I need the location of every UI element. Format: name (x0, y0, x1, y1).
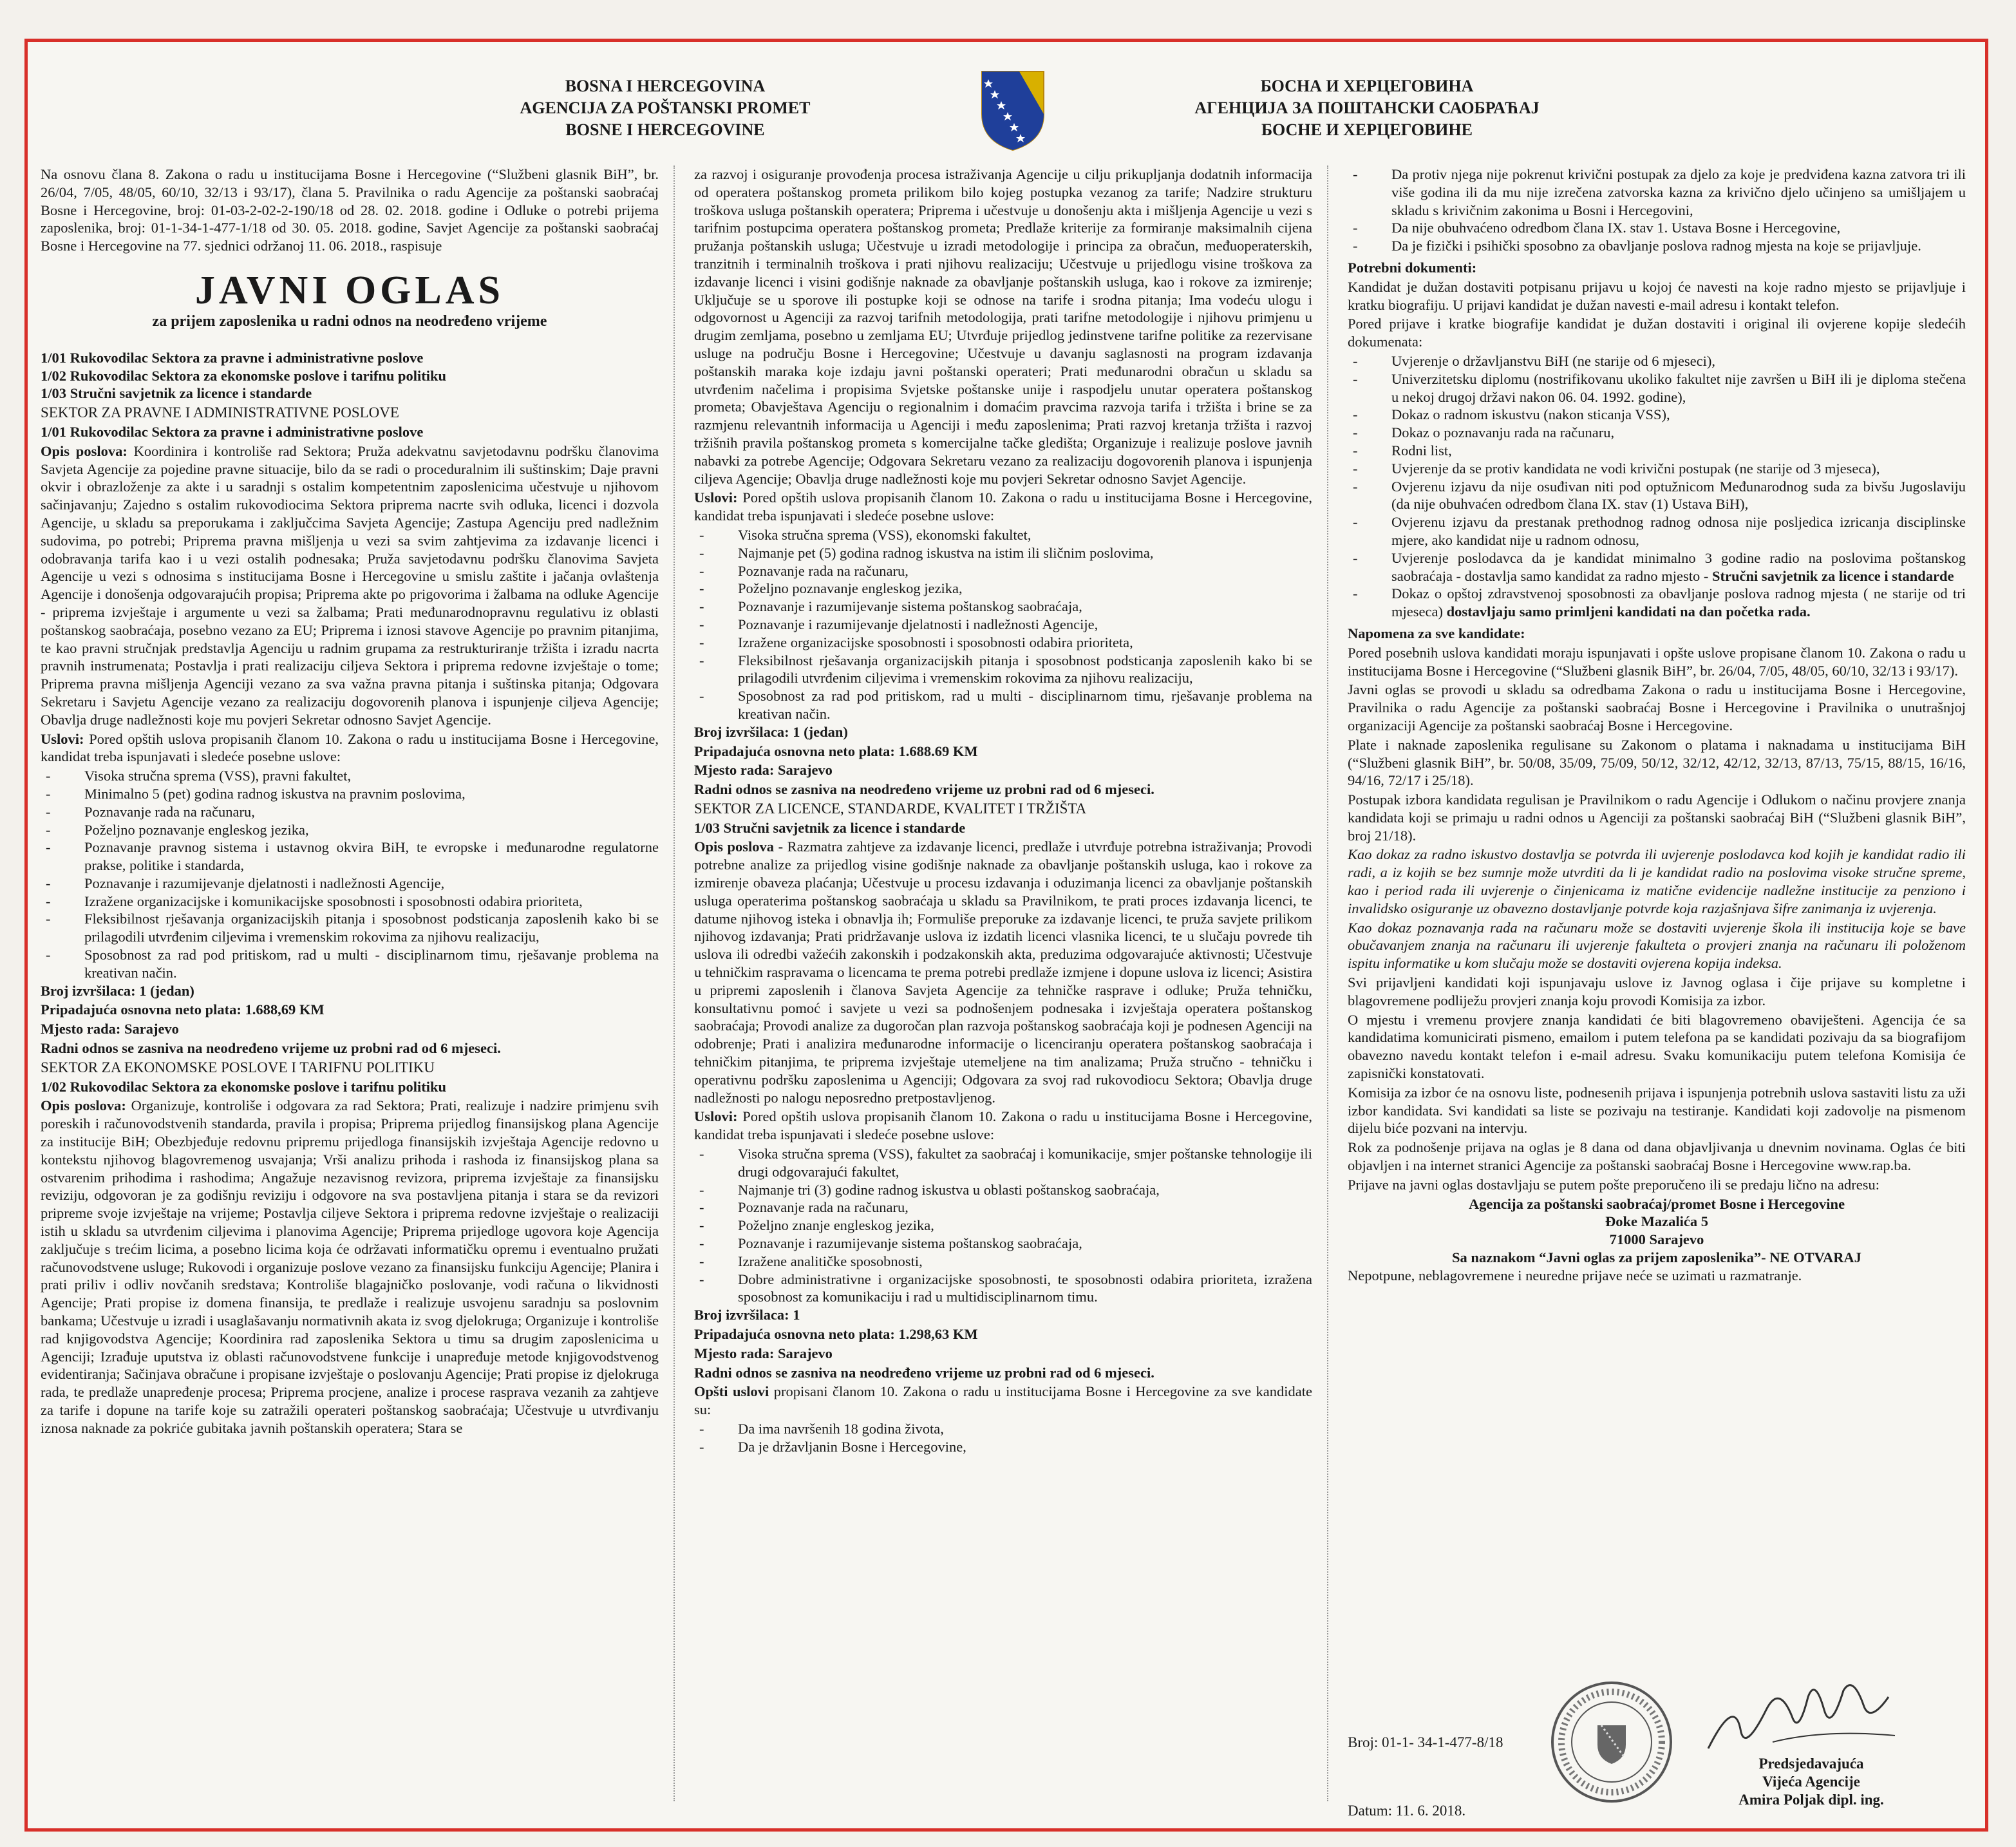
list-item: - Izražene organizacijske sposobnosti i sposobnosti odabira prioriteta, (694, 634, 1312, 652)
address-line: 71000 Sarajevo (1609, 1231, 1704, 1248)
list-item: - Rodni list, (1348, 442, 1966, 460)
handwritten-signature-icon (1695, 1671, 1908, 1761)
work-location: Mjesto rada: Sarajevo (41, 1021, 179, 1037)
list-item: - Izražene organizacijske i komunikacijske sposobnosti i sposobnosti odabira prioriteta, (41, 893, 659, 911)
job-description-text: Organizuje, kontroliše i odgovara za rad Sektora; Prati, realizuje i nadzire primjenu svih poreskih i računovodstvenih standarda, pravila i propisa; Priprema prijedlog finansijskog plana Agencije za institucije BiH; Obezbjeđuje redovnu pripremu prijedloga finansijskih izvještaja Agencije redovno u kontekstu njihovog blagovremenog usvajanja; Vrši analizu prihoda i rashoda iz finansijskog plana sa ostvarenim prihodima i rashodima; Angažuje nezavisnog revizora, priprema izvještaje za finansijsku reviziju, odgovoran je za godišnju reviziju i odgovore na sva postavljena pitanja i stara se da revizori pripreme svoje izvještaje na vrijeme; Postavlja ciljeve Sektora i priprema redovne izvještaje o realizaciji istih u skladu sa utvrđenim ciljevima i planovima Agencije; Priprema prijedloge ugovora koje Agencija zaključuje s trećim licima, a posebno licima koja će održavati informatičku opremu i eventualno pružati računovodstvene usluge; Rukovodi i organizuje poslove vezano za finansijsku funkciju Agencije; Planira i prati priliv i odliv novčanih sredstava; Kontroliše blagajničko poslovanje, vodi računa o likvidnosti Agencije; Prati propise iz domena finansija, te predlaže i realizuje usvojenu saradnju sa poslovnim bankama; Učestvuje u izradi i usaglašavanju normativnih akata iz svog djelokruga; Organizuje i kontroliše rad knjigovodstva Agencije; Koordinira rad zaposlenika Sektora u timu sa drugim zaposlenicima u Agenciji; Izrađuje uputstva iz oblasti računovodstvene funkcije i unapređuje metode knjigovodstvenog evidentiranja; Sačinjava obračune i propisane izvještaje o poslovanju Agencije; Prati propise iz djelokruga rada, te predlaže unapređenje procesa; Priprema procjene, analize i procese rasprava vezanih za zahtjeve za tarife i dopune na tarife koje su zatražili operateri poštanskog saobraćaja; Učestvuje u utvrđivanju iznosa naknade za pokriće gubitaka javnih poštanskih operatera; Stara se (41, 1097, 659, 1436)
list-item: - Uvjerenje da se protiv kandidata ne vodi krivični postupak (ne starije od 3 mjeseca), (1348, 460, 1966, 478)
conditions-list (694, 526, 1312, 723)
list-item: - Poznavanje rada na računaru, (41, 803, 659, 821)
uslovi-label: Uslovi: (694, 489, 738, 506)
header (28, 69, 1985, 178)
position-heading: 1/02 Rukovodilac Sektora za ekonomske poslove i tarifnu politiku (41, 1078, 447, 1095)
list-item: - Poznavanje rada na računaru, (694, 1198, 1312, 1217)
general-conditions-list (694, 1420, 1312, 1456)
list-item: - Najmanje tri (3) godine radnog iskustva u oblasti poštanskog saobraćaja, (694, 1181, 1312, 1199)
note-paragraph: Javni oglas se provodi u skladu sa odredbama Zakona o radu u institucijama Bosne i Hercegovine, Pravilnika o radu Agencije za poštanski saobraćaj Bosne i Hercegovine i Pravilnika o unutrašnjoj organizaciji Agencije za poštanski saobraćaj Bosne i Hercegovine. (1348, 681, 1966, 734)
note-heading: Napomena za sve kandidate: (1348, 625, 1525, 641)
employment-terms: Radni odnos se zasniva na neodređeno vrijeme uz probni rad od 6 mjeseci. (41, 1040, 501, 1057)
executors-count: Broj izvršilaca: 1 (jedan) (694, 723, 848, 740)
conditions (41, 730, 659, 766)
uslovi-label: Uslovi: (694, 1108, 738, 1125)
list-item: - Da je fizički i psihički sposobno za obavljanje poslova radnog mjesta na koje se prijavljuje. (1348, 237, 1966, 255)
position-item: 1/03 Stručni savjetnik za licence i standarde (41, 385, 312, 402)
opis-label: Opis poslova - (694, 838, 784, 855)
work-location: Mjesto rada: Sarajevo (694, 1345, 833, 1361)
sector-heading: SEKTOR ZA LICENCE, STANDARDE, KVALITET I TRŽIŠTA (694, 800, 1087, 817)
list-item: - Izražene analitičke sposobnosti, (694, 1253, 1312, 1271)
page-title: JAVNI OGLAS (194, 268, 505, 312)
list-item: - Da nije obuhvaćeno odredbom člana IX. stav 1. Ustava Bosne i Hercegovine, (1348, 219, 1966, 237)
list-item: - Fleksibilnost rješavanja organizacijskih pitanja i sposobnost podsticanja zaposlenih kako bi se prilagodili utvrđenim ciljevima i vremenskim rokovima za njihovu realizaciju, (694, 652, 1312, 688)
list-item: - Uvjerenje o državljanstvu BiH (ne starije od 6 mjeseci), (1348, 352, 1966, 370)
header-line: AGENCIJA ZA POŠTANSKI PROMET (520, 99, 811, 117)
list-item: - Da je državljanin Bosne i Hercegovine, (694, 1438, 1312, 1456)
column-3 (1348, 166, 1966, 1286)
list-item: - Poželjno znanje engleskog jezika, (694, 1217, 1312, 1235)
list-item (1348, 585, 1966, 621)
conditions-list (41, 767, 659, 982)
header-cyrillic (1109, 75, 1625, 141)
opis-label: Opis poslova: (41, 442, 127, 459)
list-item: - Fleksibilnost rješavanja organizacijskih pitanja i sposobnost podsticanja zaposlenih kako bi se prilagodili utvrđenim ciljevima i vremenskim rokovima za njihovu realizaciju, (41, 910, 659, 946)
document-date: Datum: 11. 6. 2018. (1348, 1803, 1466, 1819)
salary: Pripadajuća osnovna neto plata: 1.298,63 KM (694, 1326, 978, 1342)
list-item: - Poznavanje i razumijevanje djelatnosti i nadležnosti Agencije, (694, 616, 1312, 634)
header-line: BOSNA I HERCEGOVINA (565, 77, 766, 95)
note-paragraph: Pored posebnih uslova kandidati moraju ispunjavati i opšte uslove propisane članom 10. Zakona o radu u institucijama Bosne i Hercegovine (“Službeni glasnik BiH”, br. 26/04, 7/05, 48/05, 60/10, 32/13 i 93/17). (1348, 644, 1966, 679)
list-item: - Poželjno poznavanje engleskog jezika, (694, 580, 1312, 598)
list-item-text: Dokaz o opštoj zdravstvenoj sposobnosti za obavljanje poslova radnog mjesta ( ne starije od tri mjeseca) (1391, 585, 1966, 620)
header-latin (408, 75, 923, 141)
general-conditions (694, 1383, 1312, 1419)
column-2 (694, 166, 1312, 1456)
note-paragraph: Prijave na javni oglas dostavljaju se putem pošte preporučeno ili se predaju lično na adresu: (1348, 1176, 1880, 1193)
list-item: - Dokaz o poznavanju rada na računaru, (1348, 424, 1966, 442)
opis-label: Opis poslova: (41, 1097, 126, 1114)
list-item-text: Uvjerenje poslodavca da je kandidat minimalno 3 godine radio na poslovima poštanskog saobraćaja - dostavlja samo kandidat za radno mjesto - (1391, 549, 1966, 584)
note-paragraph: Komisija za izbor će na osnovu liste, podnesenih prijava i ispunjenja potrebnih uslova sastaviti listu za uži izbor kandidata. Svi kandidati sa liste se pozivaju na testiranje. Kandidati koji zadovolje na pismenom dijelu biće pozvani na intervju. (1348, 1084, 1966, 1137)
uslovi-label: Uslovi: (41, 730, 84, 747)
list-item: - Poznavanje pravnog sistema i ustavnog okvira BiH, te evropske i međunarodne regulatorne prakse, politike i standarda, (41, 838, 659, 875)
list-item: - Poznavanje i razumijevanje sistema poštanskog saobraćaja, (694, 1235, 1312, 1253)
job-description-text: Koordinira i kontroliše rad Sektora; Pruža adekvatnu savjetodavnu podršku članovima Savjeta Agencije za pojedine pravne situacije, bilo da se radi o proceduralnim ili suštinskim; Daje pravni okvir i obrazloženje za akte i u saradnji s ostalim kompetentnim zaposlenicima učestvuje u njihovom sačinjavanju; Zajedno s ostalim rukovodiocima Sektora priprema nacrte svih odluka, licenci i dozvola Agencije, u skladu sa preporukama i zaključcima Savjeta Agencije; Zastupa Agenciju pred nadležnim sudovima, po potrebi; Priprema pravna mišljenja u vezi sa svim zahtjevima za izdavanje licenci i odobravanja tarifa kao i u vezi ostalih podnesaka; Pruža savjetodavnu podršku članovima Savjeta Agencije u vezi s odnosima s institucijama Bosne i Hercegovine u smislu zaštite i jačanja ovlaštenja Agencije i donošenja odgovarajućih propisa; Priprema akte po prigovorima i žalbama na odluke Agencije - priprema izvještaje i argumente u vezi sa žalbama; Prati međunarodnopravnu regulativu iz oblasti poštanskog saobraćaja, posebno vezano za EU; Priprema i iznosi stavove Agencije po pravnim pitanjima, te kao pravni stručnjak predstavlja Agenciju u radnim grupama za restrukturiranje tržišta i izradu nacrta pravnih instrumenata; Postavlja i prati realizaciju ciljeva Sektora i priprema redovne izvještaje o tome; Priprema pravna mišljenja Agenciji vezano za sva važna pravna pitanja i suštinska pitanja; Odgovara Sekretaru i Savjetu Agencije vezano za realizaciju dogovorenih planova i ispunjenje ciljeva Agencije; Obavlja druge nadležnosti koje mu povjeri Sekretar odnosno Savjet Agencije. (41, 442, 659, 728)
list-item: - Sposobnost za rad pod pritiskom, rad u multi - disciplinarnom timu, rješavanje problema na kreativan način. (694, 687, 1312, 723)
ad-frame (24, 39, 1988, 1832)
documents-text: Pored prijave i kratke biografije kandidat je dužan dostaviti i original ili ovjerene kopije sledećih dokumenata: (1348, 316, 1966, 350)
bih-coat-of-arms-icon (979, 69, 1046, 153)
list-item: - Poznavanje rada na računaru, (694, 562, 1312, 580)
conditions-text: Pored opštih uslova propisanih članom 10. Zakona o radu u institucijama Bosne i Hercegovine, kandidat treba ispunjavati i sledeće posebne uslove: (694, 489, 1313, 524)
general-conditions-text: propisani članom 10. Zakona o radu u institucijama Bosne i Hercegovine za sve kandidate su: (694, 1383, 1312, 1418)
list-item: - Najmanje pet (5) godina radnog iskustva na istim ili sličnim poslovima, (694, 544, 1312, 562)
conditions (694, 489, 1312, 525)
list-item: - Sposobnost za rad pod pritiskom, rad u multi - disciplinarnom timu, rješavanje problema na kreativan način. (41, 946, 659, 982)
note-paragraph: O mjestu i vremenu provjere znanja kandidati će biti blagovremeno obaviješteni. Agencija će sa kandidatima komunicirati pismeno, emailom i putem telefona pa se kandidati pozivaju da sa biografijom obavezno navedu kontakt telefon i e-mail adresu. Svaku komunikaciju putem telefona Komisija će zapisnički konstatovati. (1348, 1011, 1966, 1082)
list-item: - Visoka stručna sprema (VSS), fakultet za saobraćaj i komunikacije, smjer poštanske tehnologije ili drugi odgovarajući fakultet, (694, 1145, 1312, 1181)
executors-count: Broj izvršilaca: 1 (694, 1307, 800, 1323)
salary: Pripadajuća osnovna neto plata: 1.688,69 KM (41, 1001, 325, 1018)
job-description-text: Razmatra zahtjeve za izdavanje licenci, predlaže i utvrđuje potrebna istraživanja; Provodi potrebne analize za prijedlog visine godišnje naknade za obavljanje poštanskih usluga, kao i rokove za izmirenje obaveza plaćanja; Učestvuje u procesu izdavanja i oduzimanja licenci za obavljanje poštanskih usluga operaterima poštanskog saobraćaja u skladu sa Pravilnikom, te prati proces izdavanja licenci, te datume njihovog isteka i obnavlja ih; Formuliše preporuke za izdavanje licenci, te pruža savjete prilikom njihovog izdavanja; Prati pridržavanje uslova iz izdatih licenci vlasnika licenci, te u slučaju povrede tih uslova ili odredbi važećih zakonskih i podzakonskih akta, preduzima odgovarajuće aktivnosti; Učestvuje u tehničkim raspravama o licencama te prema potrebi predlaže izmjene i dopune uslova iz licenci; Asistira u pripremi zaposlenih i članova Savjeta Agencije za tehničke rasprave i odluke; Pruža tehničku, konsultativnu pomoć i savjete u vezi sa podnošenjem podnesaka i izvještaja operatera poštanskog saobraćaja; Provodi analize za dugoročan plan razvoja poštanskog saobraćaja koji je podnesen Agenciji na odobrenje; Prati i analizira međunarodne informacije o licenciranju operatera poštanskog saobraćaja i tehničkim pitanjima, te priprema izvještaje utemeljene na tim analizama; Pruža stručno - tehničku i operativnu podršku zaposlenima u Agenciji; Odgovara za svoj rad rukovodiocu Sektora; Obavlja druge nadležnosti po nalogu neposredno pretpostavljenog. (694, 838, 1312, 1106)
note-italic: Kao dokaz za radno iskustvo dostavlja se potvrda ili uvjerenje poslodavca kod kojih je kandidat radio ili radi, a iz kojih se bez sumnje može utvrditi da li je kandidat radio na poslovima visoke stručne spreme, kao i period rada ili uvjerenje o činjenicama iz matične evidencije nadležne institucije za penziono i invalidsko osiguranje uz obavezno dostavljanje potvrde koja razjašnjava šifre zanimanja iz uvjerenja. (1348, 846, 1966, 916)
position-item: 1/02 Rukovodilac Sektora za ekonomske poslove i tarifnu politiku (41, 367, 447, 384)
document-number: Broj: 01-1- 34-1-477-8/18 (1348, 1734, 1503, 1750)
list-item-emphasis: Stručni savjetnik za licence i standarde (1711, 567, 1954, 584)
conditions-text: Pored opštih uslova propisanih članom 10. Zakona o radu u institucijama Bosne i Hercegovine, kandidat treba ispunjavati i sledeće posebne uslove: (694, 1108, 1313, 1143)
list-item: - Da ima navršenih 18 godina života, (694, 1420, 1312, 1438)
salary: Pripadajuća osnovna neto plata: 1.688.69 KM (694, 743, 978, 759)
list-item: - Visoka stručna sprema (VSS), pravni fakultet, (41, 767, 659, 785)
note-paragraph: Plate i naknade zaposlenika regulisane su Zakonom o platama i naknadama u institucijama BiH (“Službeni glasnik BiH”, br. 50/08, 35/09, 75/09, 50/12, 32/12, 42/12, 32/13, 87/13, 75/15, 88/15, 16/16, 94/16, 72/17 i 25/18). (1348, 736, 1966, 789)
documents-heading: Potrebni dokumenti: (1348, 259, 1477, 276)
conditions (694, 1108, 1312, 1144)
columns (41, 166, 1972, 1814)
job-description-continued: za razvoj i osiguranje provođenja procesa istraživanja Agencije u cilju prikupljanja dodatnih informacija od operatera poštanskog prometa prilikom bilo kojeg postupka vezanog za tarife; Nadzire strukturu troškova usluga poštanskih operatera; Priprema i učestvuje u donošenju akta i mišljenja Agencije u vezi s tarifnim postupcima operatera poštanskog prometa; Predlaže kriterije za formiranje maksimalnih cijena pružanja poštanskih usluga; Učestvuje u izradi metodologije i principa za obračun, međuoperaterskih, tranzitnih i terminalnih troškova i prati njihovu realizaciju; Učestvuje u prijedlogu visine troškova za izdavanje licenci i visini godišnje naknade za obavljanje poštanskih usluga, kao i rokove za izmirenje; Uključuje se u sporove ili postupke koji se odnose na tarife i srodna pitanja; Ima vodeću ulogu i odgovornost u Agenciji za razvoj tarifnih metodologija, prati tarifne metodologije i njihovu primjenu u drugim zemljama, posebno u zemljama EU; Utvrđuje prijedlog jedinstvene tarifne politike za rezervisane usluge na području Bosne i Hercegovine; Učestvuje u davanju saglasnosti na program izdavanja poštanskih maraka koje izdaju javni poštanski operateri; Prati međunarodni obračun u skladu sa utvrđenim načelima i propisima Svjetske poštanske unije i raspodjelu unutar operatera poštanskog prometa; Obavještava Agenciju o regionalnim i domaćim pravcima razvoja tarifa i tržišta i brine se za razmjenu relevantnih informacija u Agenciji i među zaposlenima; Prati razvoj kretanja tržišta i razvoj tržišnih pravila poštanskog prometa s komercijalne tačke gledišta; Organizuje i realizuje poslove javnih nabavki za potrebe Agencije; Odgovara Sekretaru vezano za realizaciju dogovorenih planova i ispunjenja ciljeva Agencije; Obavlja druge nadležnosti koje mu povjeri Sekretar odnosno Savjet Agencije. (694, 166, 1312, 487)
signature-line: Amira Poljak dipl. ing. (1738, 1792, 1884, 1808)
list-item: - Dokaz o radnom iskustvu (nakon sticanja VSS), (1348, 406, 1966, 424)
job-description (41, 1097, 659, 1437)
job-description (694, 838, 1312, 1106)
header-line: BOSNE I HERCEGOVINE (565, 120, 765, 139)
position-heading: 1/03 Stručni savjetnik za licence i standarde (694, 819, 966, 836)
list-item: - Ovjerenu izjavu da nije osuđivan niti pod optužnicom Međunarodnog suda za bivšu Jugoslaviju (da nije obuhvaćen odredbom člana IX. stav (1) Ustava BiH), (1348, 478, 1966, 514)
page-subtitle: za prijem zaposlenika u radni odnos na neodređeno vrijeme (152, 312, 547, 330)
list-item: - Univerzitetsku diplomu (nostrifikovanu ukoliko fakultet nije završen u BiH ili je diploma stečena u nekoj drugoj državi nakon 06. 04. 1992. godine), (1348, 370, 1966, 406)
conditions-list (694, 1145, 1312, 1306)
note-paragraph: Rok za podnošenje prijava na oglas je 8 dana od dana objavljivanja u dnevnim novinama. Oglas će biti objavljen i na internet stranici Agencije za poštanski saobraćaj Bosne i Hercegovine www.rap.ba. (1348, 1139, 1966, 1174)
address-line: Sa naznakom “Javni oglas za prijem zaposlenika”- NE OTVARAJ (1452, 1249, 1861, 1266)
conditions-text: Pored opštih uslova propisanih članom 10. Zakona o radu u institucijama Bosne i Hercegovine, kandidat treba ispunjavati i sledeće posebne uslove: (41, 730, 659, 765)
list-item: - Da protiv njega nije pokrenut krivični postupak za djelo za koje je predviđena kazna zatvora tri ili više godina ili da mu nije izrečena zatvorska kazna za krivično djelo učinjeno sa umišljajem u skladu s krivičnim zakonima u Bosni i Hercegovini, (1348, 166, 1966, 219)
column-1 (41, 166, 659, 1439)
opsti-label: Opšti uslovi (694, 1383, 769, 1400)
list-item (1348, 549, 1966, 585)
header-line: БОСНА И ХЕРЦЕГОВИНА (1260, 77, 1474, 95)
list-item: - Poznavanje i razumijevanje sistema poštanskog saobraćaja, (694, 598, 1312, 616)
position-item: 1/01 Rukovodilac Sektora za pravne i administrativne poslove (41, 349, 424, 366)
documents-text: Kandidat je dužan dostaviti potpisanu prijavu u kojoj će navesti na koje radno mjesto se prijavljuje i kratku biografiju. U prijavi kandidat je dužan navesti e-mail adresu i kontakt telefon. (1348, 278, 1966, 313)
note-italic: Kao dokaz poznavanja rada na računaru može se dostaviti uvjerenje škola ili institucija koje se bave obučavanjem znanja na računaru ili uvjerenje fakulteta o provjeri znanja na računaru ili položenom ispitu informatike u kom slučaju može se dostaviti ovjerena kopija indeksa. (1348, 919, 1966, 972)
footer (1335, 1665, 1953, 1832)
employment-terms: Radni odnos se zasniva na neodređeno vrijeme uz probni rad od 6 mjeseci. (694, 1364, 1154, 1381)
signature-line: Vijeća Agencije (1762, 1774, 1860, 1790)
intro-paragraph: Na osnovu člana 8. Zakona o radu u institucijama Bosne i Hercegovine (“Službeni glasnik BiH”, br. 26/04, 7/05, 48/05, 60/10, 32/13 i 93/17), člana 5. Pravilnika o radu Agencije za poštanski saobraćaj Bosne i Hercegovine, broj: 01-03-2-02-2-190/18 od 28. 02. 2018. godine i Odluke o potrebi prijema zaposlenika, broj: 01-1-34-1-477-1/18 od 30. 05. 2018. godine, Savjet Agencije za poštanski saobraćaj Bosne i Hercegovine na 77. sjednici održanoj 11. 06. 2018., raspisuje (41, 166, 659, 254)
position-heading: 1/01 Rukovodilac Sektora za pravne i administrativne poslove (41, 423, 424, 440)
note-paragraph: Nepotpune, neblagovremene i neuredne prijave neće se uzimati u razmatranje. (1348, 1267, 1802, 1283)
signature-line: Predsjedavajuća (1758, 1756, 1864, 1772)
list-item: - Dobre administrativne i organizacijske sposobnosti, te sposobnosti odabira prioriteta, izražena sposobnost za komunikaciju i rad u multidisciplinarnom timu. (694, 1271, 1312, 1307)
employment-terms: Radni odnos se zasniva na neodređeno vrijeme uz probni rad od 6 mjeseci. (694, 781, 1154, 798)
address-block (1348, 1195, 1966, 1267)
header-line: АГЕНЦИЈА ЗА ПОШТАНСКИ САОБРАЋАЈ (1194, 99, 1540, 117)
list-item: - Minimalno 5 (pet) godina radnog iskustva na pravnim poslovima, (41, 785, 659, 803)
job-description (41, 442, 659, 729)
list-item: - Ovjerenu izjavu da prestanak prethodnog radnog odnosa nije posljedica izricanja disciplinske mjere, ako kandidat nije u radnom odnosu, (1348, 513, 1966, 549)
executors-count: Broj izvršilaca: 1 (jedan) (41, 982, 194, 999)
list-item: - Poželjno poznavanje engleskog jezika, (41, 821, 659, 839)
positions-list (41, 349, 659, 403)
address-line: Đoke Mazalića 5 (1605, 1213, 1708, 1230)
note-paragraph: Svi prijavljeni kandidati koji ispunjavaju uslove iz Javnog oglasa i čije prijave su kompletne i blagovremene podliježu provjeri znanja koju provodi Komisija za izbor. (1348, 974, 1966, 1009)
list-item: - Visoka stručna sprema (VSS), ekonomski fakultet, (694, 526, 1312, 544)
documents-list (1348, 352, 1966, 621)
header-line: БОСНЕ И ХЕРЦЕГОВИНЕ (1261, 120, 1473, 139)
general-conditions-list-continued (1348, 166, 1966, 255)
list-item: - Poznavanje i razumijevanje djelatnosti i nadležnosti Agencije, (41, 875, 659, 893)
sector-heading: SEKTOR ZA EKONOMSKE POSLOVE I TARIFNU POLITIKU (41, 1059, 435, 1075)
list-item-emphasis: dostavljaju samo primljeni kandidati na dan početka rada. (1446, 603, 1811, 620)
sector-heading: SEKTOR ZA PRAVNE I ADMINISTRATIVNE POSLOVE (41, 404, 399, 421)
work-location: Mjesto rada: Sarajevo (694, 762, 833, 779)
address-line: Agencija za poštanski saobraćaj/promet Bosne i Hercegovine (1468, 1195, 1845, 1212)
signature-block (1670, 1755, 1953, 1809)
note-paragraph: Postupak izbora kandidata regulisan je Pravilnikom o radu Agencije i Odlukom o načinu provjere znanja kandidata koji se primaju u radni odnos u Agenciji za poštanski saobraćaj BiH (“Službeni glasnik BiH”, broj 21/18). (1348, 791, 1966, 844)
official-stamp-icon (1547, 1678, 1676, 1806)
